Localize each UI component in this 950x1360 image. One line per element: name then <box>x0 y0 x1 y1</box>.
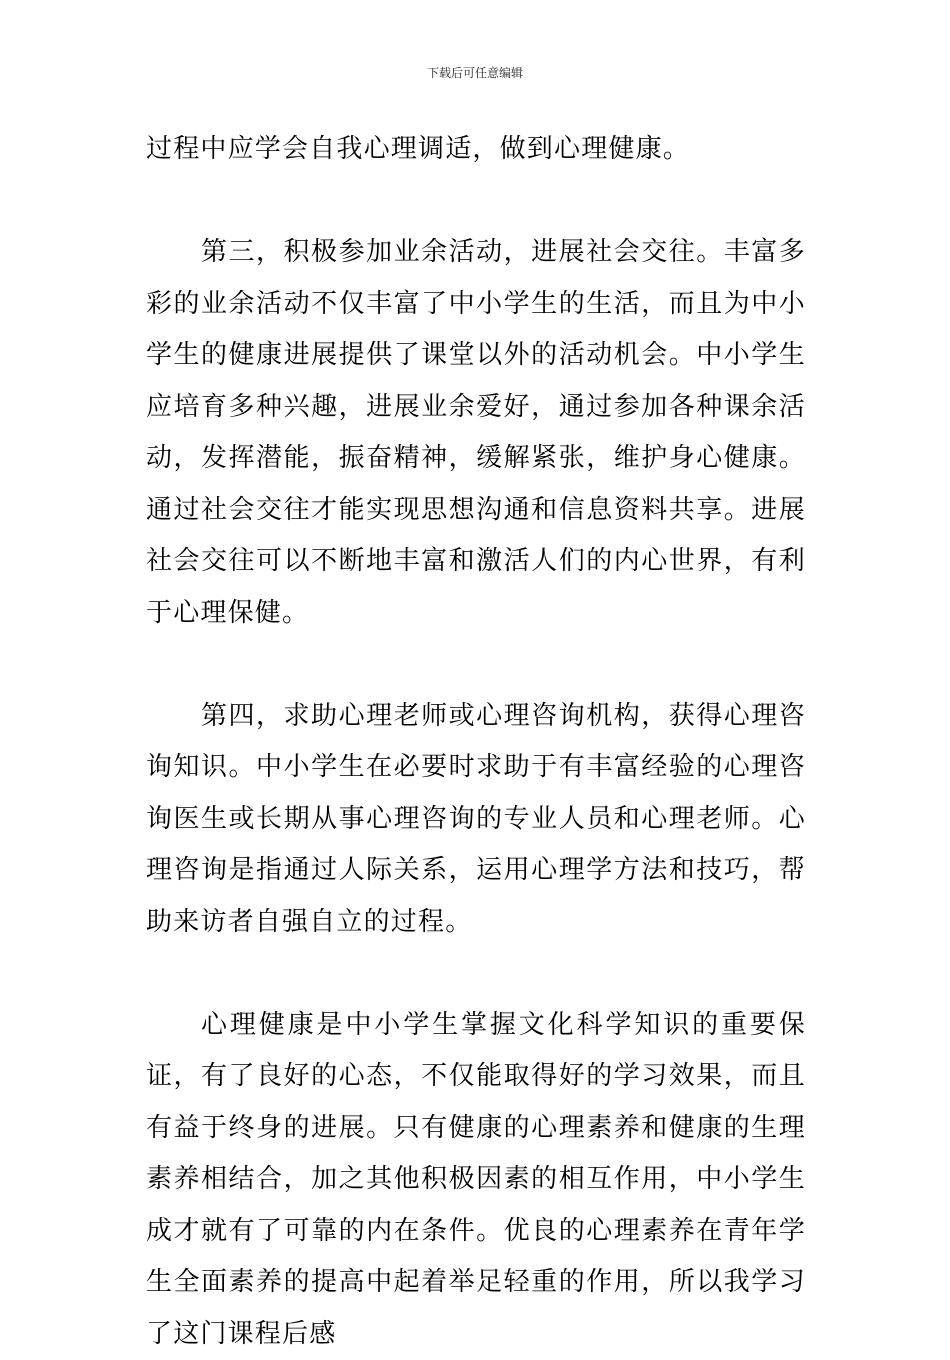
paragraph-conclusion: 心理健康是中小学生掌握文化科学知识的重要保证，有了良好的心态，不仅能取得好的学习效果，而且有益于终身的进展。只有健康的心理素养和健康的生理素养相结合，加之其他积极因素的相互作用，中小学生成才就有了可靠的内在条件。优良的心理素养在青年学生全面素养的提高中起着举足轻重的作用，所以我学习了这门课程后感 <box>146 1000 806 1360</box>
paragraph-continuation: 过程中应学会自我心理调适，做到心理健康。 <box>146 124 806 176</box>
page-header: 下载后可任意编辑 <box>0 65 950 81</box>
paragraph-fourth-point: 第四，求助心理老师或心理咨询机构，获得心理咨询知识。中小学生在必要时求助于有丰富经验的心理咨询医生或长期从事心理咨询的专业人员和心理老师。心理咨询是指通过人际关系，运用心理学方法和技巧，帮助来访者自强自立的过程。 <box>146 691 806 949</box>
document-body <box>146 124 806 1360</box>
paragraph-third-point: 第三，积极参加业余活动，进展社会交往。丰富多彩的业余活动不仅丰富了中小学生的生活，而且为中小学生的健康进展提供了课堂以外的活动机会。中小学生应培育多种兴趣，进展业余爱好，通过参加各种课余活动，发挥潜能，振奋精神，缓解紧张，维护身心健康。通过社会交往才能实现思想沟通和信息资料共享。进展社会交往可以不断地丰富和激活人们的内心世界，有利于心理保健。 <box>146 227 806 639</box>
